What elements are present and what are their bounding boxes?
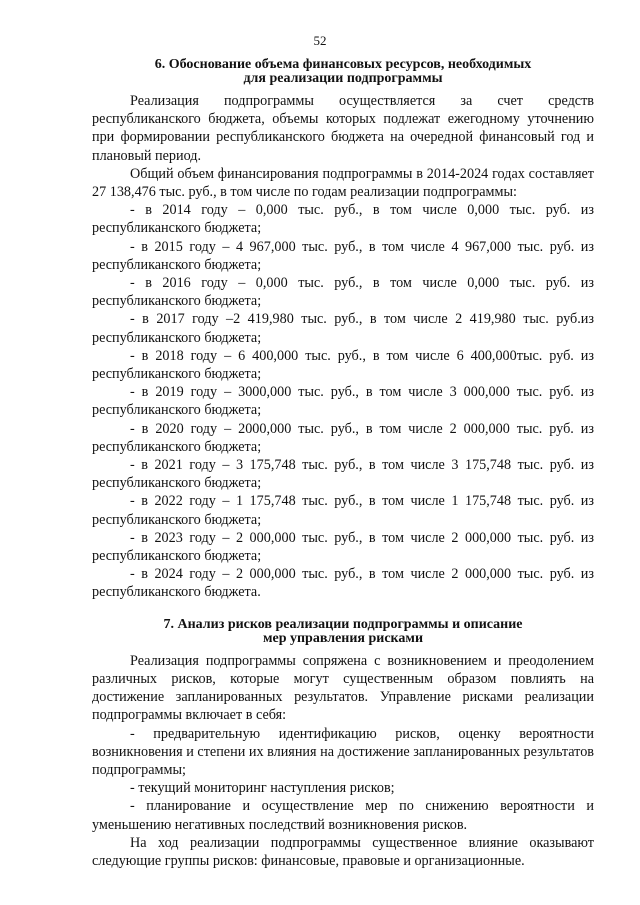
funding-year-2023: - в 2023 году – 2 000,000 тыс. руб., в том числе 2 000,000 тыс. руб. из республиканского бюджета;	[92, 529, 594, 565]
page-content	[92, 58, 594, 870]
funding-year-2014: - в 2014 году – 0,000 тыс. руб., в том числе 0,000 тыс. руб. из республиканского бюджета;	[92, 202, 594, 237]
section-7-heading	[92, 618, 594, 646]
funding-year-2019: - в 2019 году – 3000,000 тыс. руб., в том числе 3 000,000 тыс. руб. из республиканского бюджета;	[92, 384, 594, 419]
section-7-paragraph-1: Реализация подпрограммы сопряжена с возникновением и преодолением различных рисков, которые могут существенным образом повлиять на достижение запланированных результатов. Управление рисками реализации подпрограммы включает в себя:	[92, 652, 594, 724]
risk-item-planning: - планирование и осуществление мер по снижению вероятности и уменьшению негативных последствий возникновения рисков.	[92, 798, 594, 833]
funding-year-2020: - в 2020 году – 2000,000 тыс. руб., в том числе 2 000,000 тыс. руб. из республиканского бюджета;	[92, 420, 594, 455]
section-6-heading-line1: 6. Обоснование объема финансовых ресурсов, необходимых	[154, 57, 532, 72]
section-6	[92, 58, 594, 602]
risk-item-monitoring: - текущий мониторинг наступления рисков;	[130, 780, 395, 797]
section-7-heading-line2: мер управления рисками	[262, 630, 424, 646]
section-6-heading-line2: для реализации подпрограммы	[243, 71, 443, 86]
funding-year-2017: - в 2017 году –2 419,980 тыс. руб., в том числе 2 419,980 тыс. руб.из республиканского бюджета;	[92, 311, 594, 346]
section-7	[92, 618, 594, 870]
page-number: 52	[313, 33, 327, 48]
section-6-paragraph-2: Общий объем финансирования подпрограммы в 2014-2024 годах составляет 27 138,476 тыс. руб., в том числе по годам реализации подпрограммы:	[92, 165, 594, 201]
risk-item-identification: - предварительную идентификацию рисков, оценку вероятности возникновения и степени их влияния на достижение запланированных результатов подпрограммы;	[92, 725, 594, 778]
section-7-heading-line1: 7. Анализ рисков реализации подпрограммы и описание	[163, 616, 523, 632]
funding-year-2022: - в 2022 году – 1 175,748 тыс. руб., в том числе 1 175,748 тыс. руб. из республиканского бюджета;	[92, 493, 594, 528]
funding-year-2024: - в 2024 году – 2 000,000 тыс. руб., в том числе 2 000,000 тыс. руб. из республиканского бюджета.	[92, 566, 594, 601]
funding-year-2021: - в 2021 году – 3 175,748 тыс. руб., в том числе 3 175,748 тыс. руб. из республиканского бюджета;	[92, 457, 594, 492]
funding-year-2018: - в 2018 году – 6 400,000 тыс. руб., в том числе 6 400,000тыс. руб. из республиканского бюджета;	[92, 347, 594, 383]
section-6-paragraph-1: Реализация подпрограммы осуществляется за счет средств республиканского бюджета, объемы которых подлежат ежегодному уточнению при формировании республиканского бюджета на очередной финансовый год и плановый период.	[92, 93, 594, 164]
section-6-heading	[92, 58, 594, 86]
section-7-paragraph-2: На ход реализации подпрограммы существенное влияние оказывают следующие группы рисков: финансовые, правовые и организационные.	[92, 834, 594, 869]
funding-year-2016: - в 2016 году – 0,000 тыс. руб., в том числе 0,000 тыс. руб. из республиканского бюджета;	[92, 275, 594, 310]
funding-year-2015: - в 2015 году – 4 967,000 тыс. руб., в том числе 4 967,000 тыс. руб. из республиканского бюджета;	[92, 238, 594, 273]
